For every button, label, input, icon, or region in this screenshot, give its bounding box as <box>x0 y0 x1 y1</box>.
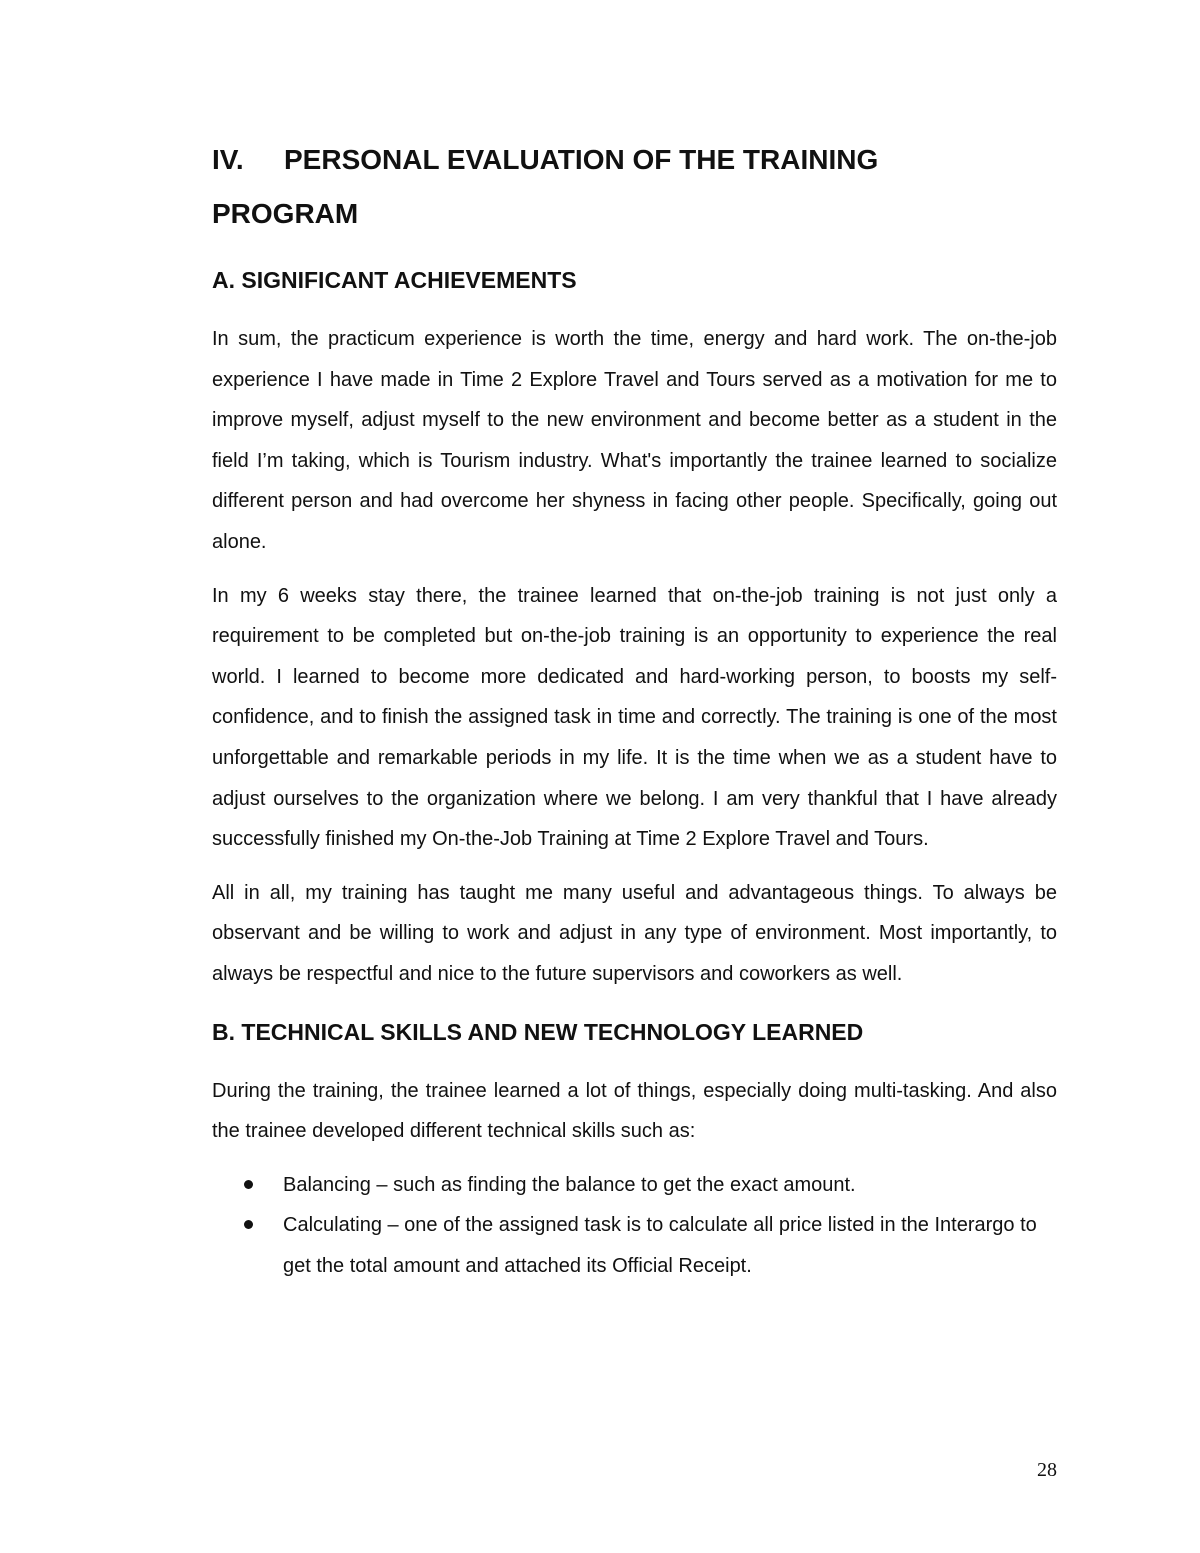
paragraph: All in all, my training has taught me many useful and advantageous things. To always be observant and be willing to work and adjust in any type of environment. Most importantly, to always be respectful and nice to the future supervisors and coworkers as well. <box>212 881 1057 985</box>
list-item <box>212 1205 1057 1286</box>
list-item <box>212 1165 1057 1206</box>
list-item-text: Calculating – one of the assigned task is to calculate all price listed in the Interargo to get the total amount and attached its Official Receipt. <box>283 1214 1037 1277</box>
chapter-title-line-2: PROGRAM <box>212 198 359 229</box>
section-b-heading: B. TECHNICAL SKILLS AND NEW TECHNOLOGY LEARNED <box>212 1018 864 1045</box>
bullet-icon <box>244 1220 253 1229</box>
chapter-title-line-1: PERSONAL EVALUATION OF THE TRAINING <box>284 144 879 175</box>
chapter-number: IV. <box>212 144 244 175</box>
page-content <box>212 133 1057 1286</box>
paragraph: In my 6 weeks stay there, the trainee learned that on-the-job training is not just only a requirement to be completed but on-the-job training is an opportunity to experience the real world. I learned to become more dedicated and hard-working person, to boosts my self-confidence, and to finish the assigned task in time and correctly. The training is one of the most unforgettable and remarkable periods in my life. It is the time when we as a student have to adjust ourselves to the organization where we belong. I am very thankful that I have already successfully finished my On-the-Job Training at Time 2 Explore Travel and Tours. <box>212 584 1057 851</box>
page-number: 28 <box>1037 1459 1057 1481</box>
section-b-intro: During the training, the trainee learned a lot of things, especially doing multi-tasking. And also the trainee developed different technical skills such as: <box>212 1079 1057 1143</box>
section-a-heading: A. SIGNIFICANT ACHIEVEMENTS <box>212 267 577 293</box>
list-item-text: Balancing – such as finding the balance to get the exact amount. <box>283 1173 856 1196</box>
paragraph: In sum, the practicum experience is worth the time, energy and hard work. The on-the-job experience I have made in Time 2 Explore Travel and Tours served as a motivation for me to improve myself, adjust myself to the new environment and become better as a student in the field I’m taking, which is Tourism industry. What's importantly the trainee learned to socialize different person and had overcome her shyness in facing other people. Specifically, going out alone. <box>212 328 1057 553</box>
skills-list <box>212 1165 1057 1287</box>
chapter-title <box>212 133 1057 187</box>
bullet-icon <box>244 1180 253 1189</box>
